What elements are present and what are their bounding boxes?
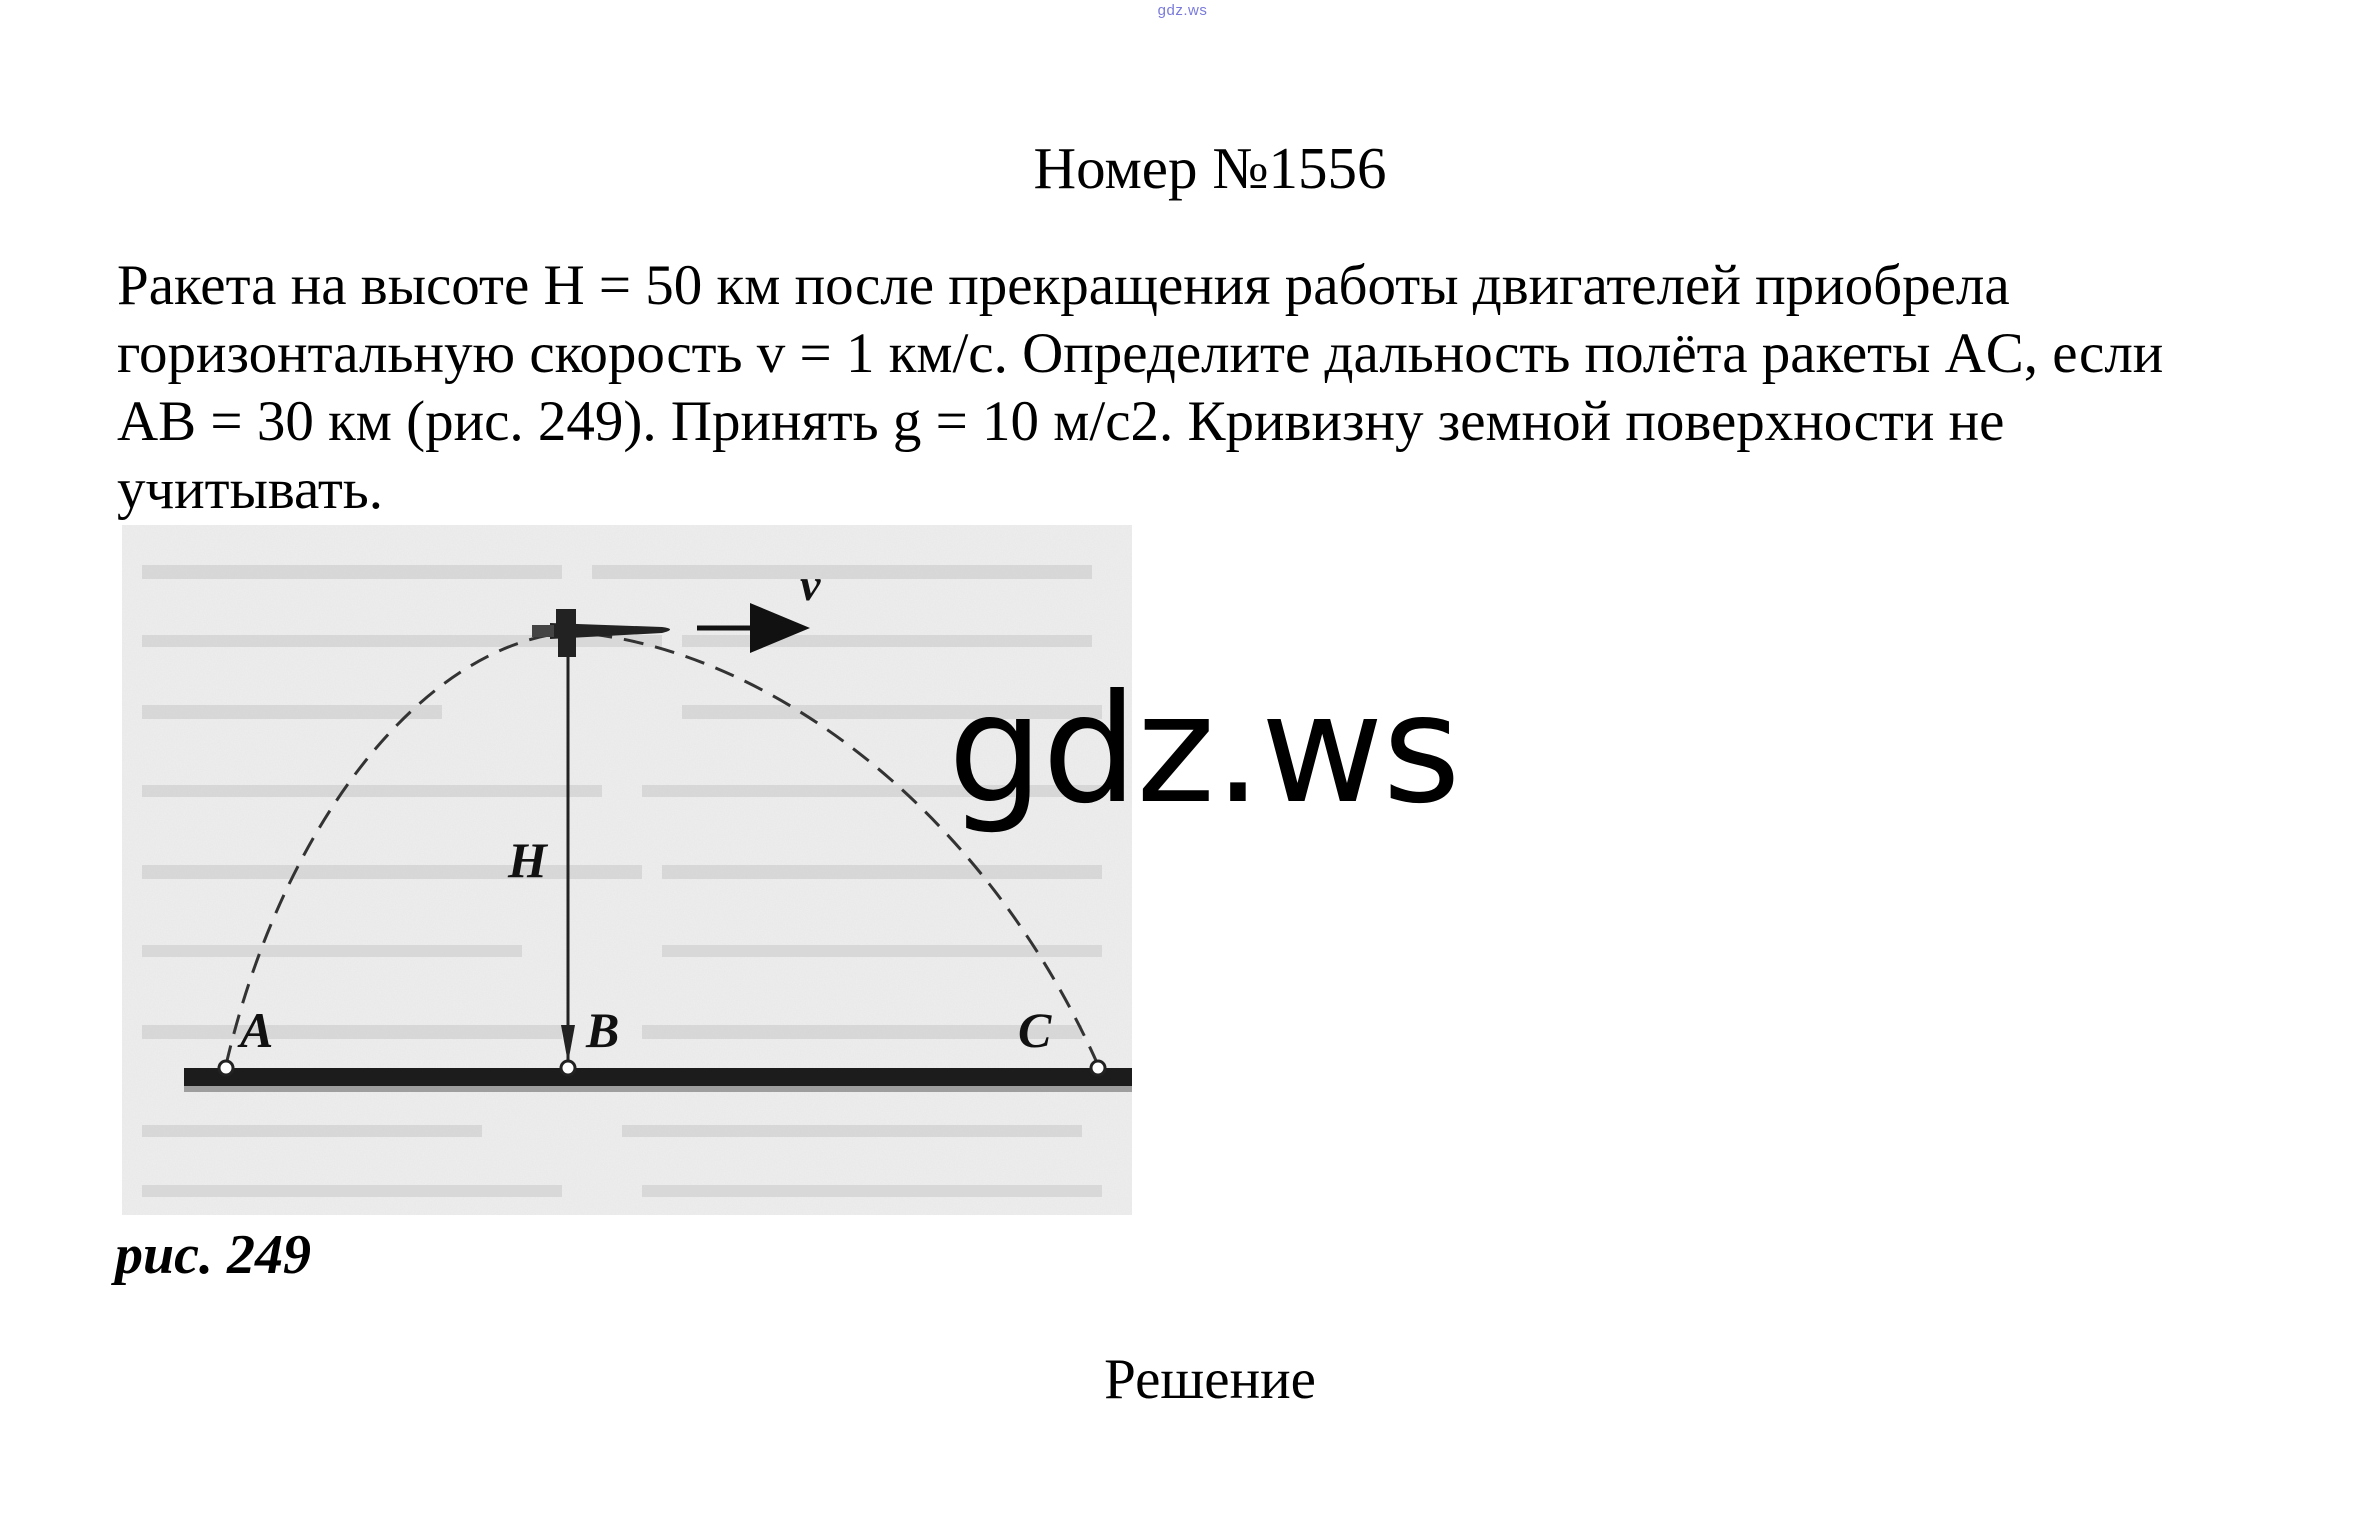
site-watermark-top: gdz.ws — [1157, 2, 1208, 19]
problem-line: учитывать. — [117, 458, 384, 521]
trajectory-diagram — [122, 525, 1212, 1215]
velocity-label: v⃗ — [800, 559, 857, 610]
solution-heading: Решение — [1104, 1348, 1316, 1411]
ground-line — [184, 1068, 1132, 1086]
problem-statement — [117, 252, 2317, 524]
point-c-label: C — [1018, 1002, 1052, 1058]
point-b-label: B — [586, 1002, 620, 1058]
problem-line: AB = 30 км (рис. 249). Принять g = 10 м/с2. Кривизну земной поверхности не — [117, 390, 2005, 453]
problem-line: горизонтальную скорость v = 1 км/с. Определите дальность полёта ракеты AC, если — [117, 322, 2164, 385]
point-c-marker — [1091, 1061, 1105, 1075]
point-b-marker — [561, 1061, 575, 1075]
ground-shadow — [184, 1086, 1132, 1092]
problem-line: Ракета на высоте H = 50 км после прекращения работы двигателей приобрела — [117, 254, 2010, 317]
figure-caption: рис. 249 — [115, 1224, 311, 1286]
figure-249 — [122, 525, 1212, 1215]
point-a-marker — [219, 1061, 233, 1075]
problem-number-heading: Номер №1556 — [1033, 135, 1387, 201]
point-a-label: A — [240, 1002, 274, 1058]
height-label: H — [508, 832, 547, 888]
site-watermark-center: gdz.ws — [948, 663, 1460, 837]
